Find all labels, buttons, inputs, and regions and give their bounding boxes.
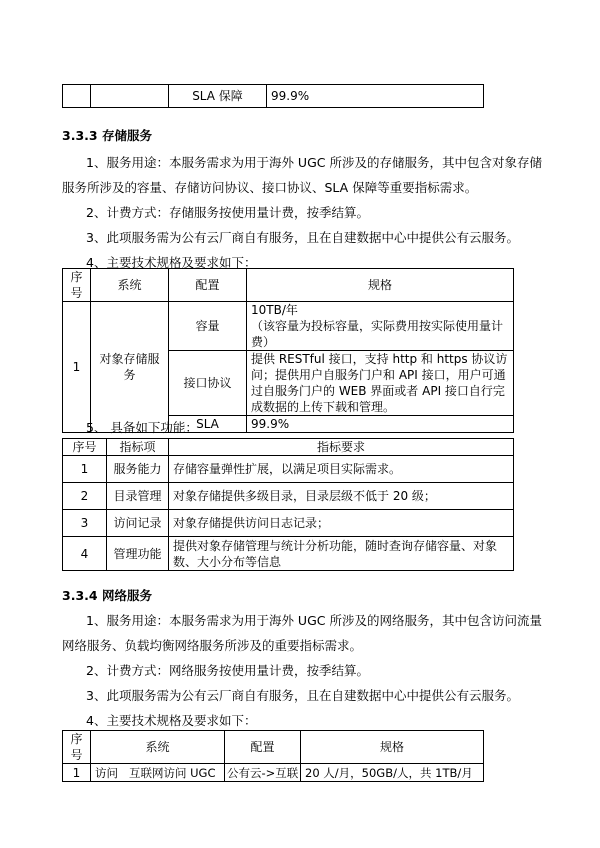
table-row: [63, 85, 484, 108]
requirement-cell: 提供对象存储管理与统计分析功能，随时查询存储容量、对象数、大小分布等信息: [169, 537, 514, 571]
config-cell: 容量: [169, 302, 247, 351]
spec-cell: 提供 RESTful 接口，支持 http 和 https 协议访问；提供用户自服务门户和 API 接口，用户可通过自服务门户的 WEB 界面或者 API 接口自行完成数据的上传下载和管理。: [247, 351, 514, 416]
paragraph: 4、主要技术规格及要求如下：: [86, 713, 257, 728]
spec-cell: 20 人/月，50GB/人，共 1TB/月: [301, 764, 484, 782]
top-table: [62, 84, 484, 108]
header-cell: 指标要求: [169, 439, 514, 456]
paragraph: 5、 具备如下功能：: [86, 420, 198, 435]
table-header-row: [63, 731, 484, 764]
item-cell: 访问记录: [107, 510, 169, 537]
header-cell: 序号: [63, 731, 91, 764]
table-row: [63, 764, 484, 782]
paragraph: 2、计费方式：网络服务按使用量计费，按季结算。: [86, 663, 369, 678]
header-cell: 系统: [91, 731, 225, 764]
header-cell: 规格: [301, 731, 484, 764]
section-heading-storage: 3.3.3 存储服务: [62, 128, 152, 143]
table-header-row: [63, 439, 514, 456]
header-cell: 序号: [63, 439, 107, 456]
row-number: 1: [63, 302, 91, 433]
table-row: [63, 537, 514, 571]
spec-cell: 10TB/年 （该容量为投标容量，实际费用按实际使用量计费）: [247, 302, 514, 351]
table-row: [63, 456, 514, 483]
requirement-cell: 对象存储提供多级目录，目录层级不低于 20 级；: [169, 483, 514, 510]
requirement-cell: 存储容量弹性扩展，以满足项目实际需求。: [169, 456, 514, 483]
header-cell: 规格: [247, 269, 514, 302]
paragraph: 1、服务用途：本服务需求为用于海外 UGC 所涉及的网络服务，其中包含访问流量网络服务、负载均衡网络服务所涉及的重要指标需求。: [62, 613, 542, 653]
item-cell: 目录管理: [107, 483, 169, 510]
table-row: [63, 510, 514, 537]
config-cell: SLA: [169, 416, 247, 433]
row-number: 2: [63, 483, 107, 510]
header-cell: 配置: [169, 269, 247, 302]
network-paragraphs: [62, 608, 542, 733]
sla-label: SLA 保障: [169, 85, 267, 108]
system-cell: 对象存储服务: [91, 302, 169, 433]
sla-value: 99.9%: [267, 85, 484, 108]
table-cell: [63, 85, 91, 108]
row-number: 1: [63, 764, 91, 782]
header-cell: 序号: [63, 269, 91, 302]
config-cell: 公有云->互联: [225, 764, 301, 782]
row-number: 1: [63, 456, 107, 483]
paragraph: 4、主要技术规格及要求如下：: [86, 255, 257, 270]
row-number: 3: [63, 510, 107, 537]
storage-spec-table: [62, 268, 514, 433]
storage-function-table: [62, 438, 514, 571]
network-spec-table: [62, 730, 484, 782]
paragraph: 1、服务用途：本服务需求为用于海外 UGC 所涉及的存储服务，其中包含对象存储服务所涉及的容量、存储访问协议、接口协议、SLA 保障等重要指标需求。: [62, 155, 542, 195]
row-number: 4: [63, 537, 107, 571]
requirement-cell: 对象存储提供访问日志记录；: [169, 510, 514, 537]
spec-cell: 99.9%: [247, 416, 514, 433]
config-cell: 接口协议: [169, 351, 247, 416]
paragraph: 3、此项服务需为公有云厂商自有服务，且在自建数据中心中提供公有云服务。: [86, 230, 519, 245]
table-header-row: [63, 269, 514, 302]
paragraph: 3、此项服务需为公有云厂商自有服务，且在自建数据中心中提供公有云服务。: [86, 688, 519, 703]
storage-paragraphs: [62, 150, 542, 275]
section-heading-network: 3.3.4 网络服务: [62, 588, 152, 603]
table-row: [63, 483, 514, 510]
header-cell: 系统: [91, 269, 169, 302]
paragraph: 2、计费方式：存储服务按使用量计费，按季结算。: [86, 205, 369, 220]
table-row: [63, 302, 514, 351]
item-cell: 服务能力: [107, 456, 169, 483]
item-cell: 管理功能: [107, 537, 169, 571]
header-cell: 指标项: [107, 439, 169, 456]
system-cell: 访问 互联网访问 UGC: [91, 764, 225, 782]
header-cell: 配置: [225, 731, 301, 764]
table-cell: [91, 85, 169, 108]
